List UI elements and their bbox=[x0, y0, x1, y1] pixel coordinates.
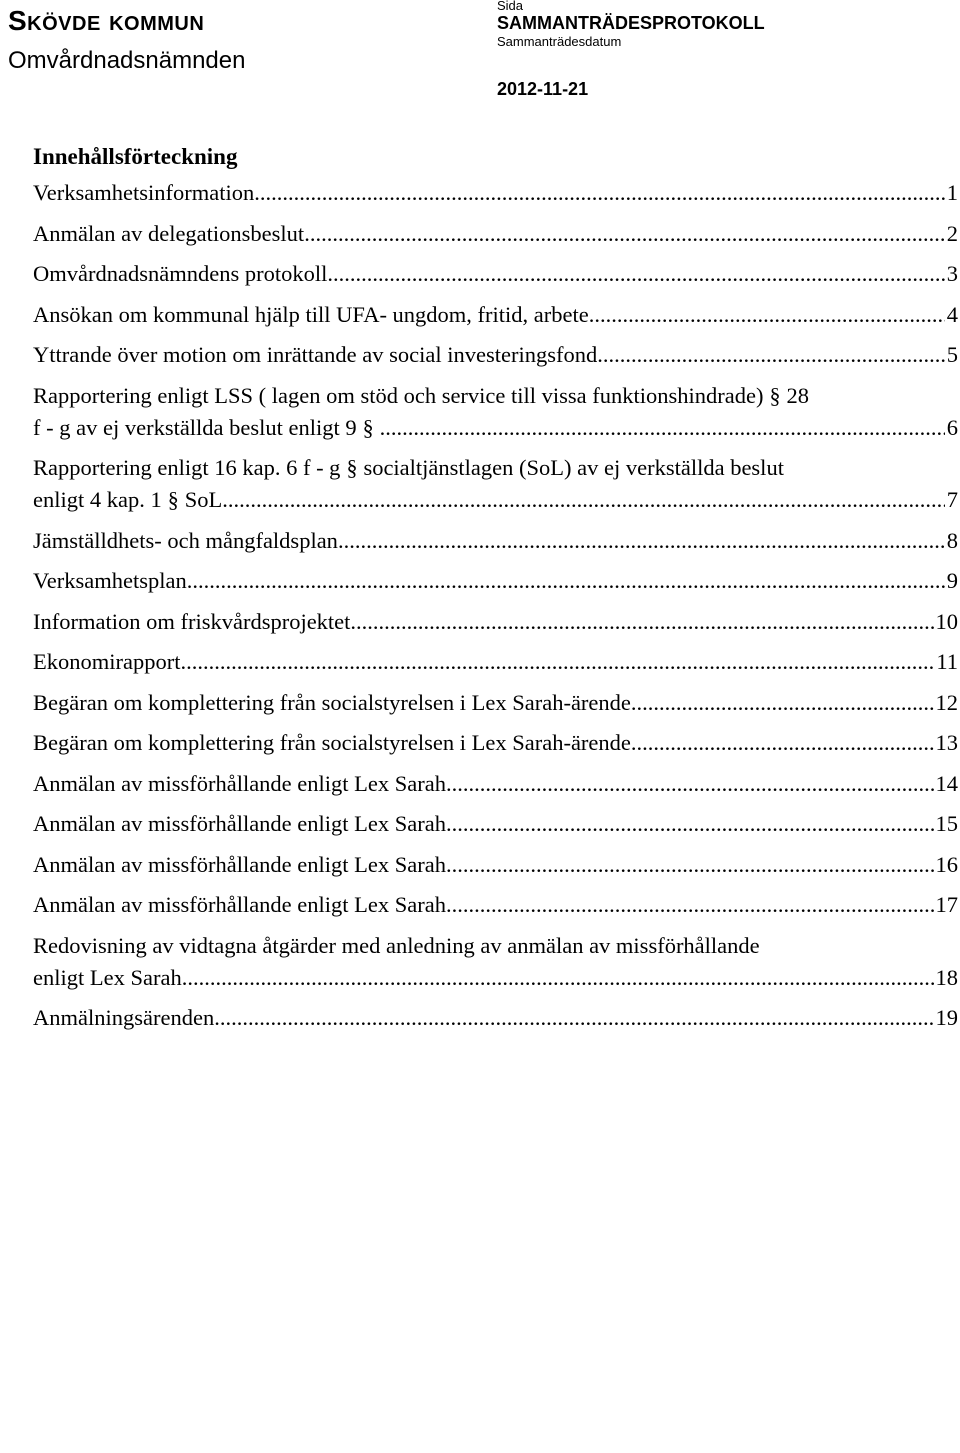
toc-entry-title: Verksamhetsplan bbox=[33, 568, 187, 593]
dot-leader bbox=[338, 525, 945, 557]
toc-entry[interactable] bbox=[33, 380, 958, 444]
dot-leader bbox=[446, 768, 934, 800]
dot-leader bbox=[327, 258, 944, 290]
toc-entry[interactable] bbox=[33, 177, 958, 209]
toc-entry-page: 4 bbox=[946, 301, 958, 327]
toc-entry-page: 8 bbox=[946, 527, 958, 553]
toc-entry-page: 7 bbox=[946, 487, 958, 512]
organization-name: Skövde kommun bbox=[8, 5, 205, 36]
dot-leader bbox=[214, 1002, 933, 1034]
toc-entry-title: Anmälan av missförhållande enligt Lex Sarah bbox=[33, 811, 446, 836]
toc-entry-title-part: enligt 4 kap. 1 bbox=[33, 487, 162, 512]
toc-entry-page: 17 bbox=[935, 892, 958, 917]
dot-leader bbox=[180, 646, 934, 678]
toc-entry-title: Omvårdnadsnämndens protokoll bbox=[33, 261, 328, 286]
section-sign-icon: § bbox=[362, 414, 374, 440]
toc-entry-title-part: Rapportering enligt LSS ( lagen om stöd och service till vissa funktionshindrade) bbox=[33, 382, 764, 408]
toc-entry-title: Anmälningsärenden bbox=[33, 1005, 215, 1030]
toc-entry-page: 19 bbox=[935, 1005, 958, 1030]
toc-entry-page: 12 bbox=[935, 689, 958, 715]
toc-entry-title-part: . bbox=[379, 414, 386, 440]
toc-entry-title: Verksamhetsinformation bbox=[33, 180, 255, 205]
toc-entry-page: 6 bbox=[946, 414, 958, 440]
page-header bbox=[0, 0, 960, 110]
toc-entry-title-line2 bbox=[33, 484, 228, 516]
table-of-contents bbox=[33, 138, 958, 1043]
toc-entry-last-line bbox=[33, 962, 958, 994]
toc-entry-page: 16 bbox=[935, 851, 958, 877]
dot-leader bbox=[446, 808, 934, 840]
toc-entry-title: Anmälan av delegationsbeslut bbox=[33, 220, 305, 246]
dot-leader bbox=[446, 849, 934, 881]
dot-leader bbox=[385, 412, 944, 444]
toc-entry[interactable] bbox=[33, 849, 958, 881]
toc-entry[interactable] bbox=[33, 218, 958, 250]
toc-entry-page: 3 bbox=[946, 261, 958, 286]
toc-entry[interactable] bbox=[33, 525, 958, 557]
toc-entry-title: Information om friskvårdsprojektet bbox=[33, 608, 351, 634]
toc-entry[interactable] bbox=[33, 258, 958, 290]
toc-entry-page: 18 bbox=[935, 964, 958, 990]
toc-entry-title: Anmälan av missförhållande enligt Lex Sarah bbox=[33, 851, 446, 877]
toc-entry-page: 9 bbox=[946, 568, 958, 593]
toc-entry-title-line: Redovisning av vidtagna åtgärder med anledning av anmälan av missförhållande bbox=[33, 932, 760, 958]
toc-entry-page: 2 bbox=[946, 220, 958, 246]
dot-leader bbox=[254, 177, 945, 209]
page-label: Sida bbox=[497, 0, 524, 13]
toc-entry[interactable] bbox=[33, 606, 958, 638]
toc-entry-title-part: f - g av ej verkställda beslut enligt 9 bbox=[33, 414, 357, 440]
toc-entry[interactable] bbox=[33, 930, 958, 994]
section-sign-icon: § bbox=[769, 382, 781, 408]
dot-leader bbox=[631, 687, 934, 719]
toc-entry-title-part: Rapportering enligt 16 kap. 6 f - g bbox=[33, 455, 341, 480]
dot-leader bbox=[187, 565, 945, 597]
toc-entry[interactable] bbox=[33, 768, 958, 800]
toc-heading: Innehållsförteckning bbox=[33, 144, 238, 169]
section-sign-icon: § bbox=[346, 455, 358, 480]
toc-entry-page: 5 bbox=[946, 342, 958, 367]
dot-leader bbox=[182, 962, 934, 994]
board-name: Omvårdnadsnämnden bbox=[8, 47, 246, 74]
toc-entry-title-line2 bbox=[33, 412, 385, 444]
toc-entry[interactable] bbox=[33, 339, 958, 371]
toc-entry-title: Begäran om komplettering från socialstyrelsen i Lex Sarah-ärende bbox=[33, 730, 631, 755]
toc-entry[interactable] bbox=[33, 687, 958, 719]
toc-entry[interactable] bbox=[33, 646, 958, 678]
toc-entry-title: Anmälan av missförhållande enligt Lex Sarah bbox=[33, 892, 446, 917]
toc-entry-page: 11 bbox=[936, 649, 958, 674]
toc-entry-title: Ansökan om kommunal hjälp till UFA- ungdom, fritid, arbete bbox=[33, 301, 589, 327]
toc-entry[interactable] bbox=[33, 299, 958, 331]
dot-leader bbox=[446, 889, 934, 921]
dot-leader bbox=[631, 727, 934, 759]
toc-entry-page: 10 bbox=[935, 608, 958, 634]
toc-entry-title-line bbox=[33, 452, 958, 484]
toc-entry-title: Anmälan av missförhållande enligt Lex Sarah bbox=[33, 770, 446, 796]
toc-entry-title-line bbox=[33, 380, 958, 412]
toc-entry-title-part: socialtjänstlagen (SoL) av ej verkställda beslut bbox=[363, 455, 784, 480]
dot-leader bbox=[350, 606, 933, 638]
toc-entry-title: Ekonomirapport bbox=[33, 649, 181, 674]
toc-entry[interactable] bbox=[33, 1002, 958, 1034]
toc-entry-title-line2: enligt Lex Sarah bbox=[33, 964, 182, 990]
dot-leader bbox=[597, 339, 945, 371]
toc-entry-last-line bbox=[33, 484, 958, 516]
toc-entry[interactable] bbox=[33, 889, 958, 921]
toc-entry-title: Begäran om komplettering från socialstyrelsen i Lex Sarah-ärende bbox=[33, 689, 631, 715]
toc-entry-title-part: 28 bbox=[786, 382, 809, 408]
document-type: SAMMANTRÄDESPROTOKOLL bbox=[497, 13, 765, 33]
toc-entry[interactable] bbox=[33, 565, 958, 597]
dot-leader bbox=[228, 484, 945, 516]
toc-entry-last-line bbox=[33, 412, 958, 444]
toc-entry-page: 1 bbox=[946, 180, 958, 205]
dot-leader bbox=[589, 299, 945, 331]
meeting-date-label: Sammanträdesdatum bbox=[497, 34, 622, 49]
toc-entry[interactable] bbox=[33, 727, 958, 759]
section-sign-icon: § bbox=[167, 487, 179, 512]
toc-entry-page: 13 bbox=[935, 730, 958, 755]
toc-entry-title: Jämställdhets- och mångfaldsplan bbox=[33, 527, 338, 553]
toc-entry[interactable] bbox=[33, 808, 958, 840]
toc-entry-page: 15 bbox=[935, 811, 958, 836]
toc-entry-title: Yttrande över motion om inrättande av social investeringsfond bbox=[33, 342, 598, 367]
toc-entry-page: 14 bbox=[935, 770, 958, 796]
dot-leader bbox=[304, 218, 945, 250]
toc-entry-title-part: SoL. bbox=[184, 487, 228, 512]
toc-entry[interactable] bbox=[33, 452, 958, 516]
meeting-date: 2012-11-21 bbox=[497, 79, 589, 99]
